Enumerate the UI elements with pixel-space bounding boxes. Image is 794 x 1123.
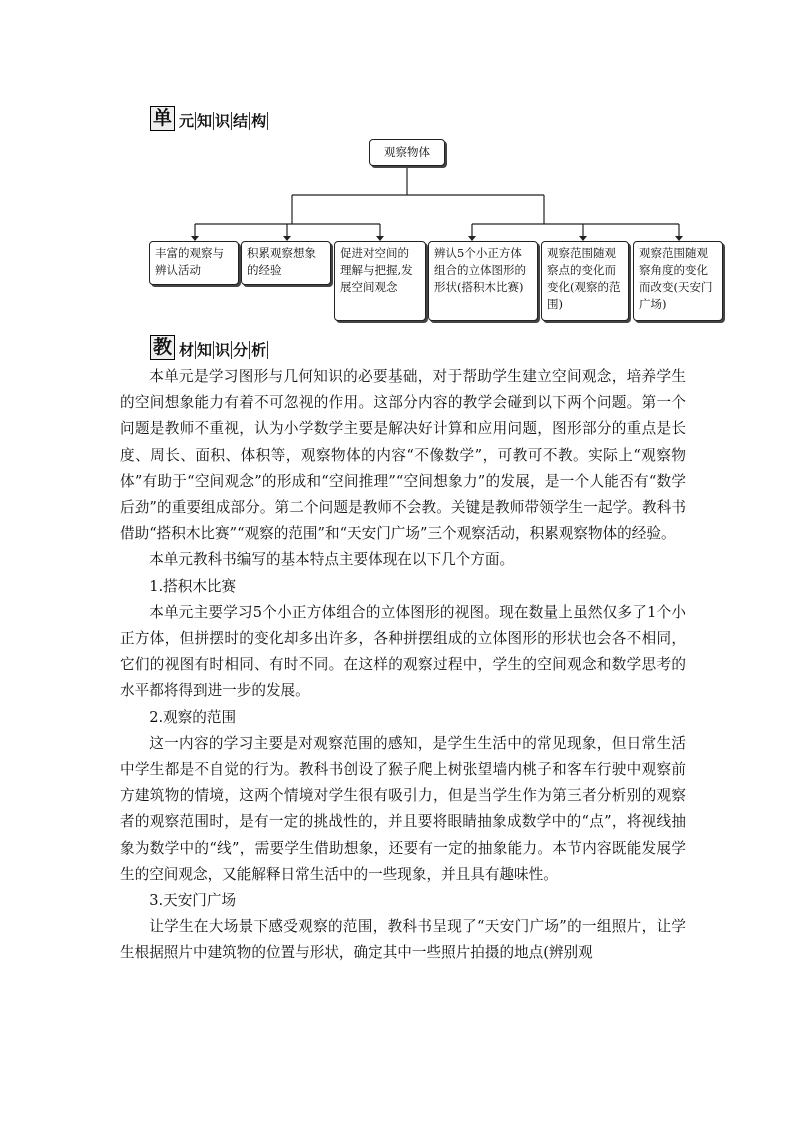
section-title-char: 结	[233, 112, 249, 130]
tree-child-box: 观察范围随观察点的变化而变化(观察的范围)	[541, 241, 629, 321]
paragraph: 本单元主要学习5个小正方体组合的立体图形的视图。现在数量上虽然仅多了1个小正方体，但拼摆时的变化却多出许多，各种拼摆组成的立体图形的形状也会各不相同，它们的视图有时相同、有时不同。在这样的观察过程中，学生的空间观念和数学思考的水平都将得到进一步的发展。	[120, 603, 686, 700]
section-badge: 教	[150, 335, 175, 360]
tree-child-box: 丰富的观察与辨认活动	[149, 241, 239, 285]
paragraph: 本单元是学习图形与几何知识的必要基础，对于帮助学生建立空间观念，培养学生的空间想象能力有着不可忽视的作用。这部分内容的教学会碰到以下两个问题。第一个问题是教师不重视，认为小学数学主要是解决好计算和应用问题，图形部分的重点是长度、周长、面积、体积等，观察物体的内容“不像数学”，可教可不教。实际上“观察物体”有助于“空间观念”的形成和“空间推理”“空间想象力”的发展，是一个人能否有“数学后劲”的重要组成部分。第二个问题是教师不会教。关键是教师带领学生一起学。教科书借助“搭积木比赛”“观察的范围”和“天安门广场”三个观察活动，积累观察物体的经验。	[120, 368, 686, 543]
subheading: 1.搭积木比赛	[149, 577, 237, 595]
section-title-char: 元	[179, 112, 195, 130]
section-header-analysis	[150, 335, 268, 360]
tree-child-box: 观察范围随观察角度的变化而改变(天安门广场)	[633, 241, 723, 321]
paragraph: 本单元教科书编写的基本特点主要体现在以下几个方面。	[149, 551, 515, 569]
section-title-char: 知	[197, 341, 213, 359]
section-title-char: 材	[179, 341, 195, 359]
section-title-char: 析	[251, 341, 267, 359]
tree-child-box: 积累观察想象的经验	[241, 241, 331, 285]
section-title-char: 分	[233, 341, 249, 359]
section-title-char: 识	[215, 112, 231, 130]
subheading: 3.天安门广场	[149, 892, 237, 910]
tree-root-box: 观察物体	[369, 139, 445, 166]
subheading: 2.观察的范围	[149, 708, 237, 726]
section-title	[178, 339, 268, 360]
tree-child-box: 促进对空间的理解与把握,发展空间观念	[334, 241, 426, 321]
analysis-body	[120, 364, 686, 967]
section-title-char: 知	[197, 112, 213, 130]
tree-child-box: 辨认5个小正方体组合的立体图形的形状(搭积木比赛)	[428, 241, 538, 321]
section-title-char: 构	[251, 112, 267, 130]
section-title-char: 识	[215, 341, 231, 359]
paragraph: 这一内容的学习主要是对观察范围的感知，是学生生活中的常见现象，但日常生活中学生都是不自觉的行为。教科书创设了猴子爬上树张望墙内桃子和客车行驶中观察前方建筑物的情境，这两个情境对学生很有吸引力，但是当学生作为第三者分析别的观察者的观察范围时，是有一定的挑战性的，并且要将眼睛抽象成数学中的“点”，将视线抽象为数学中的“线”，需要学生借助想象，还要有一定的抽象能力。本节内容既能发展学生的空间观念，又能解释日常生活中的一些现象，并且具有趣味性。	[120, 734, 686, 883]
paragraph: 让学生在大场景下感受观察的范围，教科书呈现了“天安门广场”的一组照片，让学生根据照片中建筑物的位置与形状，确定其中一些照片拍摄的地点(辨别观	[120, 918, 686, 962]
section-badge: 单	[150, 106, 175, 131]
